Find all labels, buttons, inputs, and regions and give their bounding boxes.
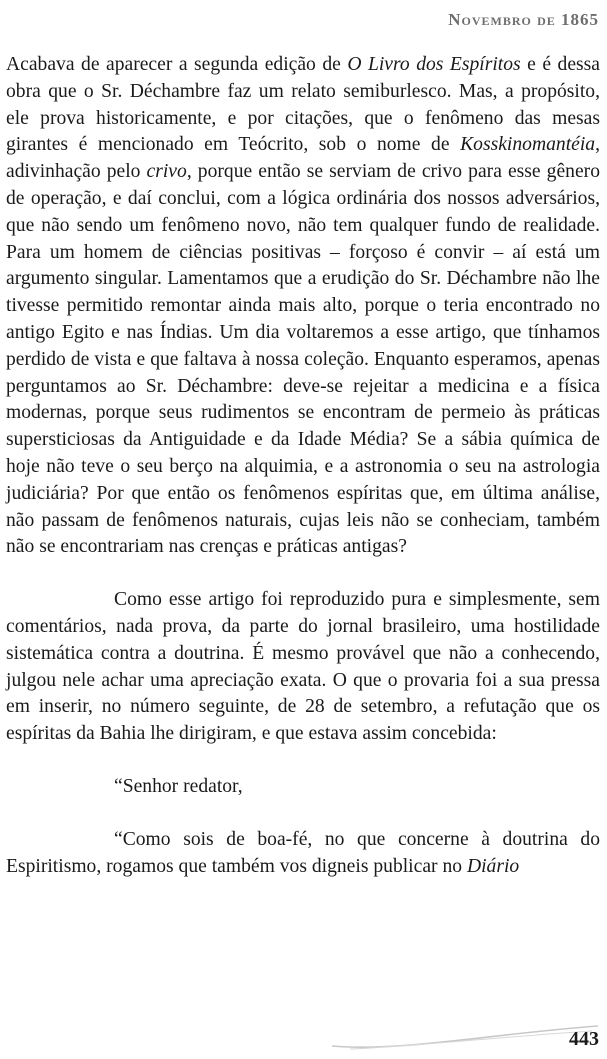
text-segment: , porque então se serviam de crivo para esse gênero de operação, e daí conclui, com a lógica ordinária dos nossos adversários, que não sendo um fenômeno novo, não tem qualquer fundo de realidade. Para um homem de ciências positivas – forçoso é convir – aí está um argumento singular. Lamentamos que a erudição do Sr. Déchambre não lhe tivesse permitido remontar ainda mais alto, porque o teria encontrado no antigo Egito e nas Índias. Um dia voltaremos a esse artigo, que tínhamos perdido de vista e que faltava à nossa coleção. Enquanto esperamos, apenas perguntamos ao Sr. Déchambre: deve-se rejeitar a medicina e a física modernas, porque seus rudimentos se encontram de permeio às práticas supersticiosas da Antiguidade e da Idade Média? Se a sábia química de hoje não teve o seu berço na alquimia, e a astronomia o seu na astrologia judiciária? Por que então os fenômenos espíritas que, em última análise, não passam de fenômenos naturais, cujas leis não se conheciam, também não se encontrariam nas crenças e práticas antigas? bbox=[6, 161, 600, 558]
text-segment: “Senhor redator, bbox=[114, 775, 243, 797]
text-segment: “Como sois de boa-fé, no que concerne à doutrina do Espiritismo, rogamos que também vos digneis publicar no bbox=[6, 828, 600, 877]
page-number: 443 bbox=[569, 1028, 599, 1050]
italic-term: Kosskinomantéia bbox=[460, 134, 596, 156]
page-body bbox=[6, 52, 600, 880]
italic-term: crivo bbox=[146, 161, 187, 183]
paragraph-2 bbox=[6, 587, 600, 748]
decorative-swoosh bbox=[330, 1022, 600, 1052]
text-segment: , adivinhação pelo bbox=[6, 134, 600, 183]
paragraph-1 bbox=[6, 52, 600, 561]
running-header: Novembro de 1865 bbox=[448, 10, 599, 29]
text-segment: Acabava de aparecer a segunda edição de bbox=[6, 54, 348, 75]
book-title: O Livro dos Espíritos bbox=[347, 54, 521, 75]
paragraph-4 bbox=[6, 827, 600, 881]
text-segment: Como esse artigo foi reproduzido pura e simplesmente, sem comentários, nada prova, da parte do jornal brasileiro, uma hostilidade sistemática contra a doutrina. É mesmo provável que não a conhecendo, julgou nele achar uma apreciação exata. O que o provaria foi a sua pressa em inserir, no número seguinte, de 28 de setembro, a refutação que os espíritas da Bahia lhe dirigiram, e que estava assim concebida: bbox=[6, 589, 600, 745]
text-segment: e é dessa obra que o Sr. Déchambre faz um relato semiburlesco. Mas, a propósito, ele prova historicamente, e por citações, que o fenômeno das mesas girantes é mencionado em Teócrito, sob o nome de bbox=[6, 54, 600, 156]
newspaper-name: Diário bbox=[466, 855, 520, 877]
letter-salutation bbox=[6, 774, 600, 801]
